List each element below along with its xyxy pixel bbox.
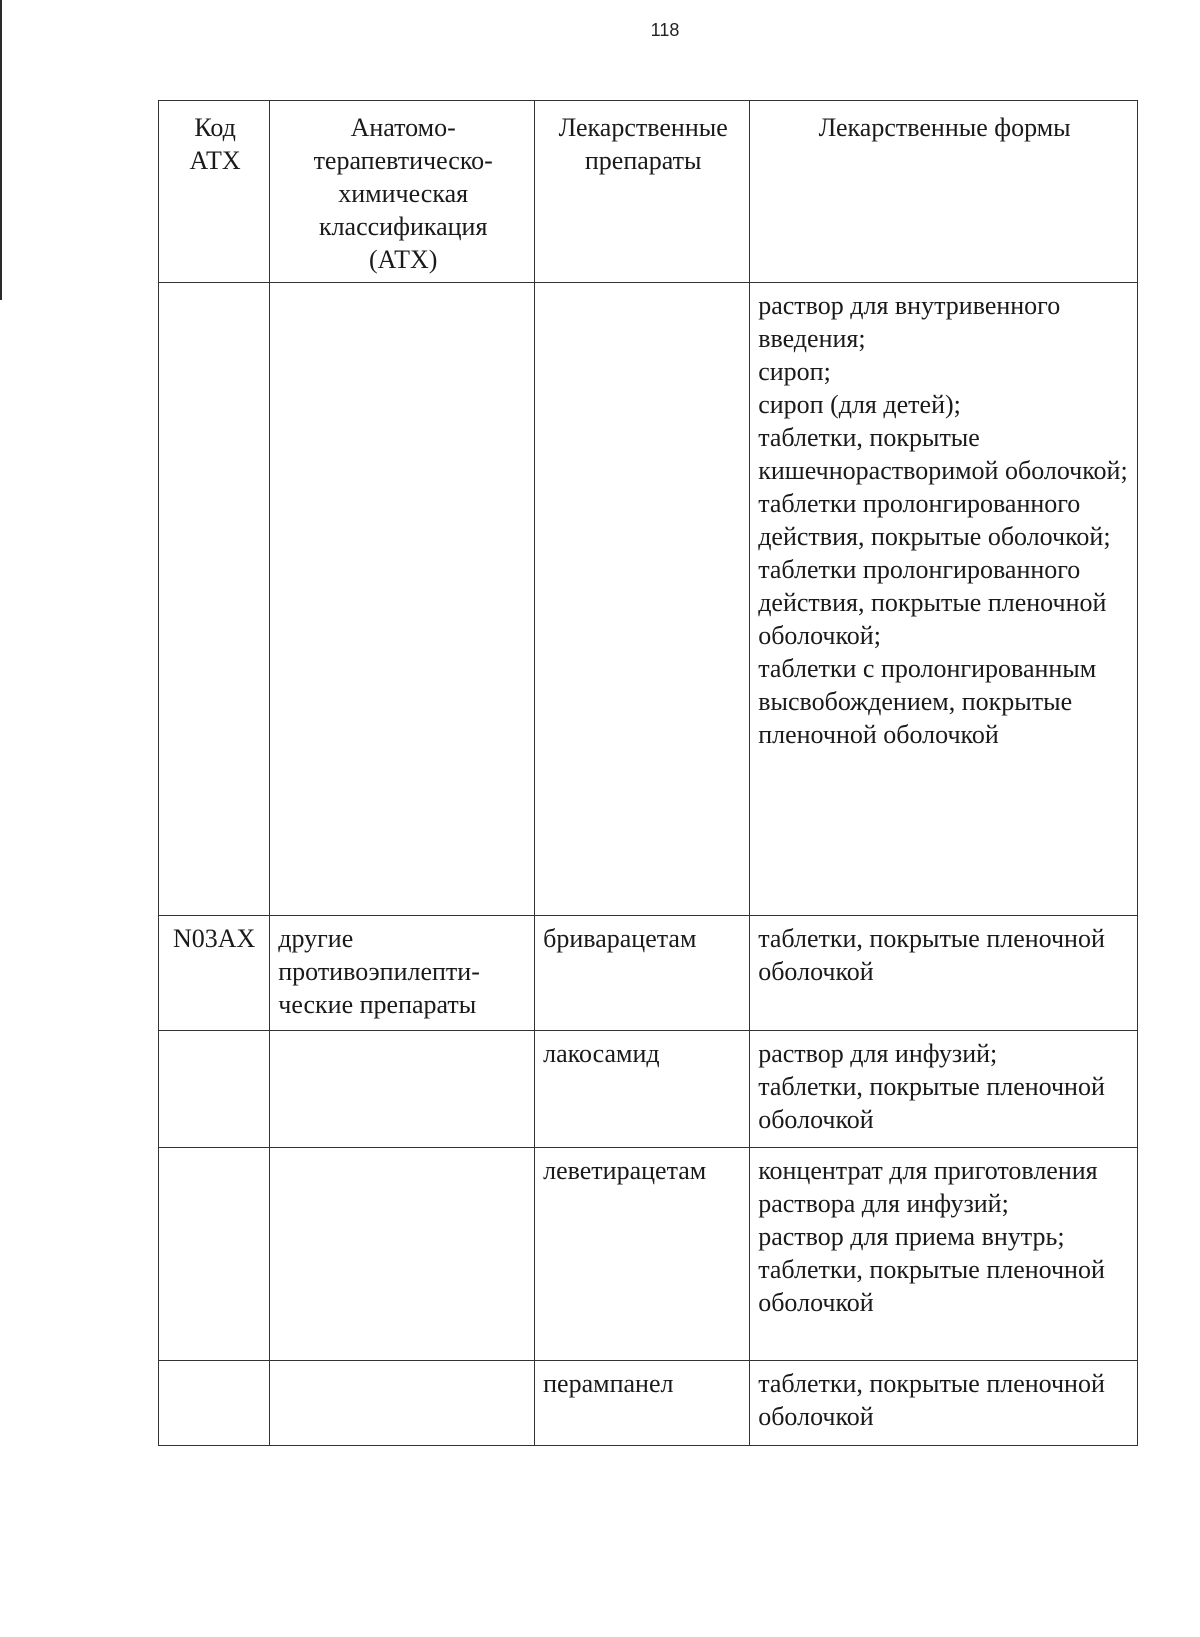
cell-drug: перампанел (535, 1361, 750, 1446)
header-classification-line: (АТХ) (368, 245, 438, 274)
cell-drug: лакосамид (535, 1031, 750, 1148)
table-header-row (159, 101, 1138, 283)
cell-code (159, 1031, 270, 1148)
cell-drug (535, 283, 750, 916)
cell-forms (750, 1148, 1138, 1361)
table-row (159, 1148, 1138, 1361)
form-item: таблетки, покрытые кишечнорастворимой оболочкой; (758, 423, 1128, 485)
scan-edge-mark (0, 0, 2, 300)
header-classification (270, 101, 535, 283)
form-item: таблетки, покрытые пленочной оболочкой (758, 1072, 1105, 1134)
form-item: таблетки с пролонгированным высвобождением, покрытые пленочной оболочкой (758, 654, 1097, 749)
form-item: таблетки, покрытые пленочной оболочкой (758, 1369, 1105, 1431)
cell-forms (750, 1031, 1138, 1148)
cell-forms (750, 283, 1138, 916)
table-row (159, 283, 1138, 916)
form-item: раствор для приема внутрь; (758, 1222, 1065, 1251)
header-forms: Лекарственные формы (750, 101, 1138, 283)
form-item: таблетки, покрытые пленочной оболочкой (758, 924, 1105, 986)
form-item: сироп; (758, 357, 831, 386)
form-item: раствор для внутривенного введения; (758, 291, 1061, 353)
page-number: 118 (650, 20, 680, 40)
form-item: таблетки, покрытые пленочной оболочкой (758, 1255, 1105, 1317)
cell-forms (750, 1361, 1138, 1446)
form-item: раствор для инфузий; (758, 1039, 998, 1068)
cell-classification (270, 916, 535, 1031)
cell-code (159, 1148, 270, 1361)
header-code: Код АТХ (159, 101, 270, 283)
header-classification-line: химическая (338, 179, 469, 208)
classification-line: ческие препараты (278, 990, 477, 1019)
cell-forms (750, 916, 1138, 1031)
cell-drug: бриварацетам (535, 916, 750, 1031)
cell-code (159, 283, 270, 916)
classification-line: противоэпилепти- (278, 957, 480, 986)
cell-code (159, 1361, 270, 1446)
form-item: таблетки пролонгированного действия, покрытые пленочной оболочкой; (758, 555, 1107, 650)
cell-code: N03AX (159, 916, 270, 1031)
form-item: сироп (для детей); (758, 390, 961, 419)
atx-table (158, 100, 1138, 1446)
header-classification-line: Анатомо- (350, 113, 456, 142)
cell-classification (270, 1361, 535, 1446)
table-row (159, 1031, 1138, 1148)
cell-classification (270, 1031, 535, 1148)
cell-classification (270, 1148, 535, 1361)
cell-drug: леветирацетам (535, 1148, 750, 1361)
form-item: концентрат для приготовления раствора для инфузий; (758, 1156, 1098, 1218)
table-row (159, 916, 1138, 1031)
header-classification-line: терапевтическо- (313, 146, 493, 175)
form-item: таблетки пролонгированного действия, покрытые оболочкой; (758, 489, 1111, 551)
header-classification-line: классификация (318, 212, 488, 241)
cell-classification (270, 283, 535, 916)
classification-line: другие (278, 924, 354, 953)
header-drugs: Лекарственные препараты (535, 101, 750, 283)
table-row (159, 1361, 1138, 1446)
